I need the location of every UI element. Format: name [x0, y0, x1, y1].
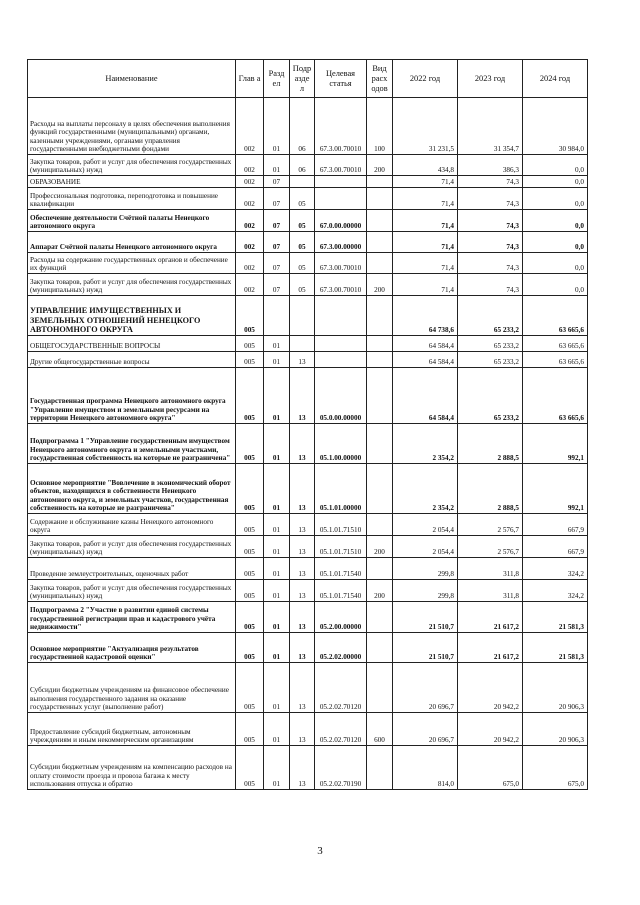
cell-target: 67.3.00.70010	[315, 253, 367, 274]
cell-y2023: 2 888,5	[458, 464, 523, 514]
table-row	[28, 663, 588, 713]
cell-name: Закупка товаров, работ и услуг для обеспечения государственных (муниципальных) нужд	[28, 274, 236, 296]
cell-vid	[367, 210, 393, 232]
table-row	[28, 602, 588, 633]
cell-y2022: 31 231,5	[393, 98, 458, 155]
header-name: Наименование	[28, 60, 236, 98]
cell-vid	[367, 188, 393, 210]
cell-y2024: 21 581,3	[523, 602, 588, 633]
cell-name: Субсидии бюджетным учреждениям на компенсацию расходов на оплату стоимости проезда и провоза багажа к месту использования отпуска и обратно	[28, 746, 236, 790]
cell-y2022: 299,8	[393, 580, 458, 602]
cell-y2024: 667,9	[523, 536, 588, 558]
cell-target: 05.1.01.71540	[315, 558, 367, 580]
cell-razdel: 01	[264, 713, 290, 746]
cell-y2024: 0,0	[523, 155, 588, 176]
cell-vid: 200	[367, 536, 393, 558]
header-razdel: Разд ел	[264, 60, 290, 98]
cell-glava: 002	[236, 232, 264, 253]
cell-y2023: 65 233,2	[458, 296, 523, 336]
cell-razdel: 01	[264, 633, 290, 663]
cell-target: 67.3.00.70010	[315, 98, 367, 155]
cell-name: Основное мероприятие "Актуализация результатов государственной кадастровой оценки"	[28, 633, 236, 663]
cell-vid: 600	[367, 713, 393, 746]
cell-vid: 200	[367, 155, 393, 176]
cell-target: 05.0.00.00000	[315, 368, 367, 424]
cell-vid	[367, 368, 393, 424]
cell-podrazdel	[290, 176, 315, 188]
cell-target: 05.1.00.00000	[315, 424, 367, 464]
cell-y2022: 71,4	[393, 274, 458, 296]
cell-vid	[367, 176, 393, 188]
table-row	[28, 98, 588, 155]
budget-table	[27, 59, 588, 790]
cell-y2022: 64 738,6	[393, 296, 458, 336]
cell-y2024: 324,2	[523, 580, 588, 602]
cell-y2023: 675,0	[458, 746, 523, 790]
cell-glava: 005	[236, 352, 264, 368]
cell-razdel: 01	[264, 536, 290, 558]
cell-y2023: 74,3	[458, 210, 523, 232]
cell-y2024: 30 984,0	[523, 98, 588, 155]
cell-razdel: 01	[264, 155, 290, 176]
cell-y2022: 21 510,7	[393, 602, 458, 633]
cell-y2023: 311,8	[458, 580, 523, 602]
cell-target: 05.1.01.71510	[315, 536, 367, 558]
cell-y2024: 63 665,6	[523, 352, 588, 368]
cell-glava: 002	[236, 210, 264, 232]
cell-y2022: 434,8	[393, 155, 458, 176]
table-row	[28, 210, 588, 232]
cell-y2023: 31 354,7	[458, 98, 523, 155]
cell-razdel: 07	[264, 253, 290, 274]
table-row	[28, 514, 588, 536]
cell-name: Подпрограмма 1 "Управление государственным имуществом Ненецкого автономного округа и земельными участками, государственная собственность на которые не разграничена"	[28, 424, 236, 464]
cell-y2022: 2 054,4	[393, 514, 458, 536]
cell-target: 67.0.00.00000	[315, 210, 367, 232]
cell-name: Закупка товаров, работ и услуг для обеспечения государственных (муниципальных) нужд	[28, 536, 236, 558]
cell-y2022: 64 584,4	[393, 368, 458, 424]
cell-razdel: 07	[264, 210, 290, 232]
budget-table-sheet	[27, 59, 587, 790]
cell-vid: 100	[367, 98, 393, 155]
cell-y2022: 2 054,4	[393, 536, 458, 558]
cell-vid	[367, 253, 393, 274]
cell-glava: 005	[236, 296, 264, 336]
cell-y2022: 2 354,2	[393, 464, 458, 514]
cell-target: 67.3.00.00000	[315, 232, 367, 253]
cell-podrazdel: 13	[290, 536, 315, 558]
table-row	[28, 713, 588, 746]
cell-y2023: 74,3	[458, 176, 523, 188]
cell-vid: 200	[367, 580, 393, 602]
cell-y2022: 71,4	[393, 210, 458, 232]
cell-y2022: 64 584,4	[393, 352, 458, 368]
cell-y2023: 74,3	[458, 253, 523, 274]
cell-razdel: 01	[264, 352, 290, 368]
cell-y2023: 311,8	[458, 558, 523, 580]
cell-podrazdel: 05	[290, 274, 315, 296]
cell-razdel: 01	[264, 424, 290, 464]
cell-vid	[367, 746, 393, 790]
cell-y2023: 74,3	[458, 232, 523, 253]
cell-name: Закупка товаров, работ и услуг для обеспечения государственных (муниципальных) нужд	[28, 155, 236, 176]
cell-y2024: 667,9	[523, 514, 588, 536]
table-body	[28, 98, 588, 790]
cell-target	[315, 176, 367, 188]
cell-y2024: 0,0	[523, 188, 588, 210]
cell-target: 05.1.01.71510	[315, 514, 367, 536]
cell-target	[315, 296, 367, 336]
cell-razdel: 01	[264, 98, 290, 155]
cell-podrazdel	[290, 296, 315, 336]
table-row	[28, 424, 588, 464]
cell-vid	[367, 663, 393, 713]
table-header-row	[28, 60, 588, 98]
cell-y2022: 814,0	[393, 746, 458, 790]
cell-target	[315, 352, 367, 368]
cell-glava: 002	[236, 176, 264, 188]
cell-y2023: 20 942,2	[458, 713, 523, 746]
cell-name: Расходы на выплаты персоналу в целях обеспечения выполнения функций государственными (муниципальными) органами, казенными учреждениями, органами управления государственными внебюджетными фондами	[28, 98, 236, 155]
cell-y2024: 20 906,3	[523, 663, 588, 713]
cell-y2024: 63 665,6	[523, 296, 588, 336]
table-row	[28, 368, 588, 424]
cell-vid	[367, 424, 393, 464]
cell-glava: 005	[236, 336, 264, 352]
cell-y2022: 299,8	[393, 558, 458, 580]
table-row	[28, 253, 588, 274]
cell-podrazdel	[290, 336, 315, 352]
cell-name: Другие общегосударственные вопросы	[28, 352, 236, 368]
cell-podrazdel: 13	[290, 602, 315, 633]
cell-podrazdel: 05	[290, 210, 315, 232]
cell-vid	[367, 336, 393, 352]
cell-name: Содержание и обслуживание казны Ненецкого автономного округа	[28, 514, 236, 536]
cell-y2024: 0,0	[523, 232, 588, 253]
cell-glava: 005	[236, 558, 264, 580]
table-row	[28, 188, 588, 210]
cell-vid	[367, 514, 393, 536]
cell-y2024: 0,0	[523, 253, 588, 274]
cell-podrazdel: 13	[290, 580, 315, 602]
cell-y2022: 71,4	[393, 232, 458, 253]
header-2024: 2024 год	[523, 60, 588, 98]
cell-podrazdel: 13	[290, 746, 315, 790]
cell-y2022: 64 584,4	[393, 336, 458, 352]
cell-podrazdel: 06	[290, 155, 315, 176]
cell-glava: 002	[236, 253, 264, 274]
table-row	[28, 464, 588, 514]
cell-vid	[367, 602, 393, 633]
cell-vid	[367, 232, 393, 253]
table-row	[28, 558, 588, 580]
cell-target: 05.2.02.70190	[315, 746, 367, 790]
cell-name: ОБЩЕГОСУДАРСТВЕННЫЕ ВОПРОСЫ	[28, 336, 236, 352]
cell-target: 05.1.01.71540	[315, 580, 367, 602]
cell-y2022: 71,4	[393, 188, 458, 210]
header-vid: Вид расх одов	[367, 60, 393, 98]
cell-podrazdel: 05	[290, 253, 315, 274]
cell-name: Проведение землеустроительных, оценочных работ	[28, 558, 236, 580]
table-row	[28, 580, 588, 602]
cell-y2023: 65 233,2	[458, 352, 523, 368]
cell-glava: 005	[236, 514, 264, 536]
cell-y2024: 63 665,6	[523, 336, 588, 352]
cell-target	[315, 336, 367, 352]
cell-y2023: 65 233,2	[458, 368, 523, 424]
cell-y2022: 71,4	[393, 253, 458, 274]
cell-podrazdel: 13	[290, 558, 315, 580]
cell-target	[315, 188, 367, 210]
cell-razdel: 01	[264, 663, 290, 713]
cell-razdel: 01	[264, 368, 290, 424]
cell-glava: 002	[236, 188, 264, 210]
cell-glava: 005	[236, 368, 264, 424]
cell-vid	[367, 464, 393, 514]
cell-glava: 005	[236, 633, 264, 663]
cell-y2022: 20 696,7	[393, 713, 458, 746]
cell-glava: 005	[236, 746, 264, 790]
table-row	[28, 633, 588, 663]
cell-razdel: 01	[264, 580, 290, 602]
cell-name: Обеспечение деятельности Счётной палаты Ненецкого автономного округа	[28, 210, 236, 232]
cell-target: 05.2.02.00000	[315, 633, 367, 663]
cell-y2023: 65 233,2	[458, 336, 523, 352]
cell-y2022: 2 354,2	[393, 424, 458, 464]
header-glava: Глав а	[236, 60, 264, 98]
cell-glava: 005	[236, 663, 264, 713]
cell-razdel: 07	[264, 188, 290, 210]
cell-vid	[367, 296, 393, 336]
page-number: 3	[317, 845, 323, 857]
cell-razdel: 07	[264, 232, 290, 253]
cell-y2024: 0,0	[523, 210, 588, 232]
cell-y2022: 21 510,7	[393, 633, 458, 663]
table-row	[28, 336, 588, 352]
cell-razdel: 07	[264, 274, 290, 296]
cell-y2023: 20 942,2	[458, 663, 523, 713]
cell-target: 05.1.01.00000	[315, 464, 367, 514]
cell-target: 05.2.02.70120	[315, 663, 367, 713]
cell-podrazdel: 13	[290, 424, 315, 464]
cell-vid	[367, 558, 393, 580]
cell-name: Аппарат Счётной палаты Ненецкого автономного округа	[28, 232, 236, 253]
cell-podrazdel: 13	[290, 352, 315, 368]
cell-glava: 005	[236, 464, 264, 514]
cell-glava: 002	[236, 155, 264, 176]
cell-vid	[367, 352, 393, 368]
cell-name: Подпрограмма 2 "Участие в развитии единой системы государственной регистрации прав и кадастрового учёта недвижимости"	[28, 602, 236, 633]
cell-razdel: 01	[264, 558, 290, 580]
cell-glava: 005	[236, 536, 264, 558]
cell-target: 05.2.00.00000	[315, 602, 367, 633]
cell-y2023: 2 888,5	[458, 424, 523, 464]
cell-razdel: 01	[264, 514, 290, 536]
cell-glava: 005	[236, 580, 264, 602]
cell-y2024: 63 665,6	[523, 368, 588, 424]
cell-name: Расходы на содержание государственных органов и обеспечение их функций	[28, 253, 236, 274]
cell-y2023: 74,3	[458, 188, 523, 210]
cell-podrazdel: 05	[290, 188, 315, 210]
cell-vid: 200	[367, 274, 393, 296]
table-row	[28, 176, 588, 188]
header-podrazdel: Подр азде л	[290, 60, 315, 98]
table-row	[28, 296, 588, 336]
cell-glava: 005	[236, 602, 264, 633]
cell-target: 05.2.02.70120	[315, 713, 367, 746]
cell-glava: 002	[236, 98, 264, 155]
table-row	[28, 536, 588, 558]
cell-y2023: 2 576,7	[458, 536, 523, 558]
cell-y2023: 21 617,2	[458, 633, 523, 663]
header-target: Целевая статья	[315, 60, 367, 98]
cell-podrazdel: 13	[290, 368, 315, 424]
cell-name: Субсидии бюджетным учреждениям на финансовое обеспечение выполнения государственного задания на оказание государственных услуг (выполнение работ)	[28, 663, 236, 713]
cell-podrazdel: 13	[290, 713, 315, 746]
cell-podrazdel: 06	[290, 98, 315, 155]
cell-name: Государственная программа Ненецкого автономного округа "Управление имуществом и земельными ресурсами на территории Ненецкого автономного округа"	[28, 368, 236, 424]
header-2023: 2023 год	[458, 60, 523, 98]
cell-glava: 002	[236, 274, 264, 296]
cell-y2024: 992,1	[523, 464, 588, 514]
cell-y2022: 20 696,7	[393, 663, 458, 713]
cell-name: Закупка товаров, работ и услуг для обеспечения государственных (муниципальных) нужд	[28, 580, 236, 602]
cell-y2024: 0,0	[523, 176, 588, 188]
cell-y2024: 324,2	[523, 558, 588, 580]
cell-vid	[367, 633, 393, 663]
cell-y2024: 21 581,3	[523, 633, 588, 663]
cell-podrazdel: 05	[290, 232, 315, 253]
cell-razdel: 01	[264, 336, 290, 352]
cell-y2022: 71,4	[393, 176, 458, 188]
cell-y2024: 992,1	[523, 424, 588, 464]
cell-y2023: 21 617,2	[458, 602, 523, 633]
cell-razdel	[264, 296, 290, 336]
cell-razdel: 01	[264, 602, 290, 633]
table-row	[28, 274, 588, 296]
cell-razdel: 01	[264, 746, 290, 790]
cell-name: УПРАВЛЕНИЕ ИМУЩЕСТВЕННЫХ И ЗЕМЕЛЬНЫХ ОТНОШЕНИЙ НЕНЕЦКОГО АВТОНОМНОГО ОКРУГА	[28, 296, 236, 336]
cell-y2024: 675,0	[523, 746, 588, 790]
cell-y2023: 74,3	[458, 274, 523, 296]
cell-y2024: 0,0	[523, 274, 588, 296]
cell-podrazdel: 13	[290, 514, 315, 536]
cell-podrazdel: 13	[290, 663, 315, 713]
cell-razdel: 01	[264, 464, 290, 514]
header-2022: 2022 год	[393, 60, 458, 98]
cell-podrazdel: 13	[290, 464, 315, 514]
table-row	[28, 155, 588, 176]
cell-target: 67.3.00.70010	[315, 274, 367, 296]
cell-y2023: 2 576,7	[458, 514, 523, 536]
cell-name: ОБРАЗОВАНИЕ	[28, 176, 236, 188]
cell-y2023: 386,3	[458, 155, 523, 176]
table-row	[28, 352, 588, 368]
cell-glava: 005	[236, 424, 264, 464]
cell-podrazdel: 13	[290, 633, 315, 663]
cell-glava: 005	[236, 713, 264, 746]
table-row	[28, 746, 588, 790]
cell-name: Предоставление субсидий бюджетным, автономным учреждениям и иным некоммерческим организациям	[28, 713, 236, 746]
table-row	[28, 232, 588, 253]
cell-name: Профессиональная подготовка, переподготовка и повышение квалификации	[28, 188, 236, 210]
cell-name: Основное мероприятие "Вовлечение в экономический оборот объектов, находящихся в собственности Ненецкого автономного округа, и земельных участков, государственная собственность на которые не разграничена"	[28, 464, 236, 514]
cell-razdel: 07	[264, 176, 290, 188]
cell-target: 67.3.00.70010	[315, 155, 367, 176]
cell-y2024: 20 906,3	[523, 713, 588, 746]
